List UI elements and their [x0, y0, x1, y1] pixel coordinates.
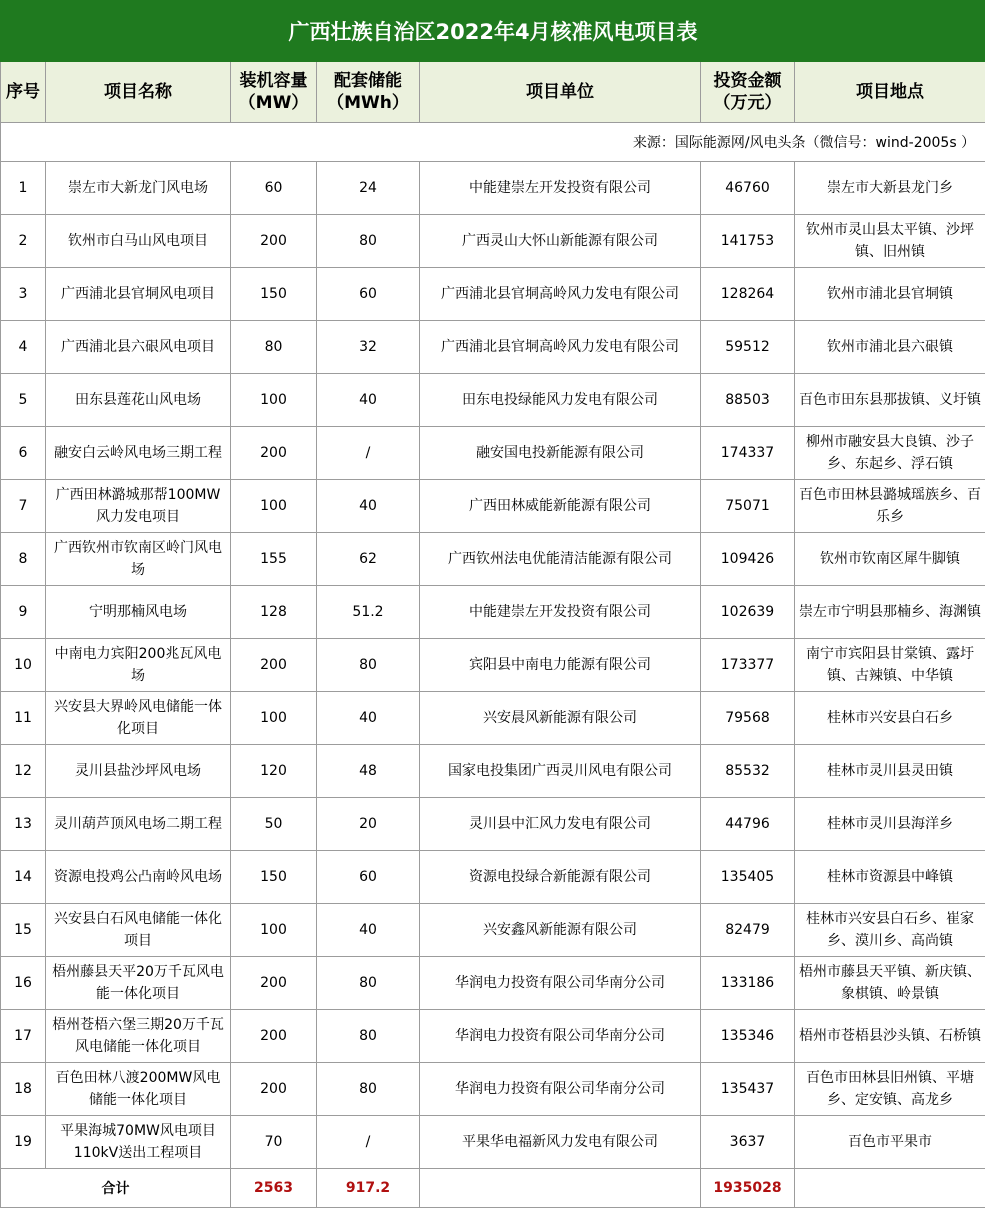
cell-capacity: 155: [231, 533, 317, 586]
total-location-empty: [795, 1169, 985, 1208]
table-row: [1, 957, 985, 1010]
cell-invest: 3637: [701, 1116, 795, 1169]
header-no: 序号: [1, 62, 46, 123]
table-row: [1, 268, 985, 321]
cell-no: 19: [1, 1116, 46, 1169]
cell-location: 崇左市大新县龙门乡: [795, 162, 985, 215]
cell-capacity: 100: [231, 374, 317, 427]
table-row: [1, 480, 985, 533]
cell-unit: 宾阳县中南电力能源有限公司: [420, 639, 701, 692]
cell-capacity: 200: [231, 639, 317, 692]
cell-invest: 79568: [701, 692, 795, 745]
cell-storage: 48: [317, 745, 420, 798]
header-storage-line1: 配套储能: [334, 71, 402, 91]
cell-capacity: 200: [231, 1063, 317, 1116]
cell-unit: 广西灵山大怀山新能源有限公司: [420, 215, 701, 268]
table-row: [1, 798, 985, 851]
cell-unit: 平果华电福新风力发电有限公司: [420, 1116, 701, 1169]
header-storage-line2: （MWh）: [327, 93, 409, 113]
cell-unit: 华润电力投资有限公司华南分公司: [420, 1063, 701, 1116]
cell-no: 18: [1, 1063, 46, 1116]
cell-invest: 135346: [701, 1010, 795, 1063]
cell-name: 田东县莲花山风电场: [46, 374, 231, 427]
cell-no: 11: [1, 692, 46, 745]
cell-name: 梧州藤县天平20万千瓦风电能一体化项目: [46, 957, 231, 1010]
cell-capacity: 200: [231, 215, 317, 268]
cell-no: 3: [1, 268, 46, 321]
cell-capacity: 50: [231, 798, 317, 851]
cell-location: 梧州市藤县天平镇、新庆镇、象棋镇、岭景镇: [795, 957, 985, 1010]
cell-name: 平果海城70MW风电项目110kV送出工程项目: [46, 1116, 231, 1169]
cell-no: 16: [1, 957, 46, 1010]
cell-storage: 60: [317, 851, 420, 904]
cell-storage: 40: [317, 692, 420, 745]
cell-no: 10: [1, 639, 46, 692]
cell-unit: 广西浦北县官垌高岭风力发电有限公司: [420, 321, 701, 374]
cell-invest: 174337: [701, 427, 795, 480]
table-row: [1, 215, 985, 268]
table-row: [1, 427, 985, 480]
cell-capacity: 100: [231, 480, 317, 533]
cell-storage: 40: [317, 480, 420, 533]
cell-invest: 44796: [701, 798, 795, 851]
cell-unit: 华润电力投资有限公司华南分公司: [420, 1010, 701, 1063]
cell-invest: 59512: [701, 321, 795, 374]
cell-name: 灵川县盐沙坪风电场: [46, 745, 231, 798]
cell-invest: 75071: [701, 480, 795, 533]
cell-storage: /: [317, 1116, 420, 1169]
header-storage: [317, 62, 420, 123]
cell-invest: 173377: [701, 639, 795, 692]
cell-name: 广西浦北县六硍风电项目: [46, 321, 231, 374]
cell-no: 17: [1, 1010, 46, 1063]
table-row: [1, 639, 985, 692]
cell-location: 百色市田东县那拔镇、义圩镇: [795, 374, 985, 427]
cell-name: 百色田林八渡200MW风电储能一体化项目: [46, 1063, 231, 1116]
cell-invest: 88503: [701, 374, 795, 427]
cell-unit: 田东电投绿能风力发电有限公司: [420, 374, 701, 427]
table-row: [1, 1116, 985, 1169]
cell-capacity: 128: [231, 586, 317, 639]
cell-no: 2: [1, 215, 46, 268]
cell-unit: 广西钦州法电优能清洁能源有限公司: [420, 533, 701, 586]
cell-name: 兴安县大界岭风电储能一体化项目: [46, 692, 231, 745]
cell-no: 5: [1, 374, 46, 427]
cell-unit: 华润电力投资有限公司华南分公司: [420, 957, 701, 1010]
cell-storage: 20: [317, 798, 420, 851]
table-row: [1, 374, 985, 427]
cell-capacity: 200: [231, 427, 317, 480]
source-note: 来源：国际能源网/风电头条（微信号：wind-2005s ）: [1, 123, 985, 162]
cell-location: 梧州市苍梧县沙头镇、石桥镇: [795, 1010, 985, 1063]
table-row: [1, 321, 985, 374]
cell-capacity: 150: [231, 851, 317, 904]
total-invest: 1935028: [701, 1169, 795, 1208]
cell-location: 钦州市灵山县太平镇、沙坪镇、旧州镇: [795, 215, 985, 268]
table-row: [1, 1063, 985, 1116]
cell-location: 桂林市资源县中峰镇: [795, 851, 985, 904]
cell-location: 钦州市钦南区犀牛脚镇: [795, 533, 985, 586]
cell-invest: 109426: [701, 533, 795, 586]
header-invest-line1: 投资金额: [713, 71, 782, 91]
cell-location: 桂林市兴安县白石乡、崔家乡、漠川乡、高尚镇: [795, 904, 985, 957]
page-title: 广西壮族自治区2022年4月核准风电项目表: [1, 1, 985, 62]
cell-capacity: 70: [231, 1116, 317, 1169]
cell-no: 7: [1, 480, 46, 533]
cell-no: 15: [1, 904, 46, 957]
cell-storage: /: [317, 427, 420, 480]
cell-name: 广西浦北县官垌风电项目: [46, 268, 231, 321]
table-row: [1, 904, 985, 957]
table-row: [1, 586, 985, 639]
cell-capacity: 80: [231, 321, 317, 374]
cell-storage: 80: [317, 215, 420, 268]
header-unit: 项目单位: [420, 62, 701, 123]
cell-invest: 102639: [701, 586, 795, 639]
cell-name: 中南电力宾阳200兆瓦风电场: [46, 639, 231, 692]
total-row: [1, 1169, 985, 1208]
cell-no: 8: [1, 533, 46, 586]
cell-unit: 兴安晨风新能源有限公司: [420, 692, 701, 745]
total-capacity: 2563: [231, 1169, 317, 1208]
cell-capacity: 200: [231, 1010, 317, 1063]
cell-storage: 32: [317, 321, 420, 374]
cell-location: 桂林市灵川县灵田镇: [795, 745, 985, 798]
cell-storage: 80: [317, 957, 420, 1010]
cell-location: 百色市田林县旧州镇、平塘乡、定安镇、高龙乡: [795, 1063, 985, 1116]
cell-capacity: 120: [231, 745, 317, 798]
total-label: 合计: [1, 1169, 231, 1208]
cell-invest: 141753: [701, 215, 795, 268]
cell-capacity: 100: [231, 904, 317, 957]
table-row: [1, 692, 985, 745]
header-invest-line2: （万元）: [713, 93, 782, 113]
cell-no: 9: [1, 586, 46, 639]
cell-location: 百色市田林县潞城瑶族乡、百乐乡: [795, 480, 985, 533]
cell-invest: 128264: [701, 268, 795, 321]
cell-location: 百色市平果市: [795, 1116, 985, 1169]
cell-location: 桂林市兴安县白石乡: [795, 692, 985, 745]
cell-no: 1: [1, 162, 46, 215]
total-storage: 917.2: [317, 1169, 420, 1208]
cell-capacity: 100: [231, 692, 317, 745]
cell-location: 钦州市浦北县官垌镇: [795, 268, 985, 321]
cell-name: 钦州市白马山风电项目: [46, 215, 231, 268]
cell-storage: 80: [317, 1063, 420, 1116]
cell-storage: 62: [317, 533, 420, 586]
cell-unit: 兴安鑫风新能源有限公司: [420, 904, 701, 957]
table-row: [1, 851, 985, 904]
header-capacity-line2: （MW）: [238, 93, 309, 113]
table-row: [1, 745, 985, 798]
cell-invest: 135405: [701, 851, 795, 904]
cell-name: 梧州苍梧六堡三期20万千瓦风电储能一体化项目: [46, 1010, 231, 1063]
header-invest: [701, 62, 795, 123]
cell-location: 桂林市灵川县海洋乡: [795, 798, 985, 851]
cell-name: 融安白云岭风电场三期工程: [46, 427, 231, 480]
cell-name: 宁明那楠风电场: [46, 586, 231, 639]
cell-name: 兴安县白石风电储能一体化项目: [46, 904, 231, 957]
cell-no: 14: [1, 851, 46, 904]
cell-storage: 80: [317, 1010, 420, 1063]
cell-capacity: 60: [231, 162, 317, 215]
header-capacity: [231, 62, 317, 123]
cell-invest: 135437: [701, 1063, 795, 1116]
cell-storage: 40: [317, 904, 420, 957]
cell-storage: 51.2: [317, 586, 420, 639]
cell-location: 柳州市融安县大良镇、沙子乡、东起乡、浮石镇: [795, 427, 985, 480]
cell-storage: 80: [317, 639, 420, 692]
cell-unit: 灵川县中汇风力发电有限公司: [420, 798, 701, 851]
header-row: [1, 62, 985, 123]
cell-unit: 中能建崇左开发投资有限公司: [420, 586, 701, 639]
cell-no: 6: [1, 427, 46, 480]
cell-location: 钦州市浦北县六硍镇: [795, 321, 985, 374]
header-capacity-line1: 装机容量: [239, 71, 308, 91]
cell-no: 4: [1, 321, 46, 374]
total-unit-empty: [420, 1169, 701, 1208]
cell-name: 资源电投鸡公凸南岭风电场: [46, 851, 231, 904]
cell-invest: 133186: [701, 957, 795, 1010]
table-row: [1, 162, 985, 215]
cell-unit: 融安国电投新能源有限公司: [420, 427, 701, 480]
cell-location: 崇左市宁明县那楠乡、海渊镇: [795, 586, 985, 639]
cell-no: 12: [1, 745, 46, 798]
cell-unit: 资源电投绿合新能源有限公司: [420, 851, 701, 904]
cell-invest: 85532: [701, 745, 795, 798]
cell-no: 13: [1, 798, 46, 851]
table-row: [1, 1010, 985, 1063]
cell-storage: 60: [317, 268, 420, 321]
cell-location: 南宁市宾阳县甘棠镇、露圩镇、古辣镇、中华镇: [795, 639, 985, 692]
table-row: [1, 533, 985, 586]
cell-name: 广西田林潞城那帮100MW风力发电项目: [46, 480, 231, 533]
header-location: 项目地点: [795, 62, 985, 123]
cell-invest: 82479: [701, 904, 795, 957]
cell-name: 灵川葫芦顶风电场二期工程: [46, 798, 231, 851]
cell-unit: 国家电投集团广西灵川风电有限公司: [420, 745, 701, 798]
cell-capacity: 200: [231, 957, 317, 1010]
cell-name: 崇左市大新龙门风电场: [46, 162, 231, 215]
cell-invest: 46760: [701, 162, 795, 215]
cell-capacity: 150: [231, 268, 317, 321]
cell-name: 广西钦州市钦南区岭门风电场: [46, 533, 231, 586]
header-name: 项目名称: [46, 62, 231, 123]
cell-unit: 中能建崇左开发投资有限公司: [420, 162, 701, 215]
cell-storage: 24: [317, 162, 420, 215]
cell-unit: 广西浦北县官垌高岭风力发电有限公司: [420, 268, 701, 321]
cell-unit: 广西田林威能新能源有限公司: [420, 480, 701, 533]
cell-storage: 40: [317, 374, 420, 427]
